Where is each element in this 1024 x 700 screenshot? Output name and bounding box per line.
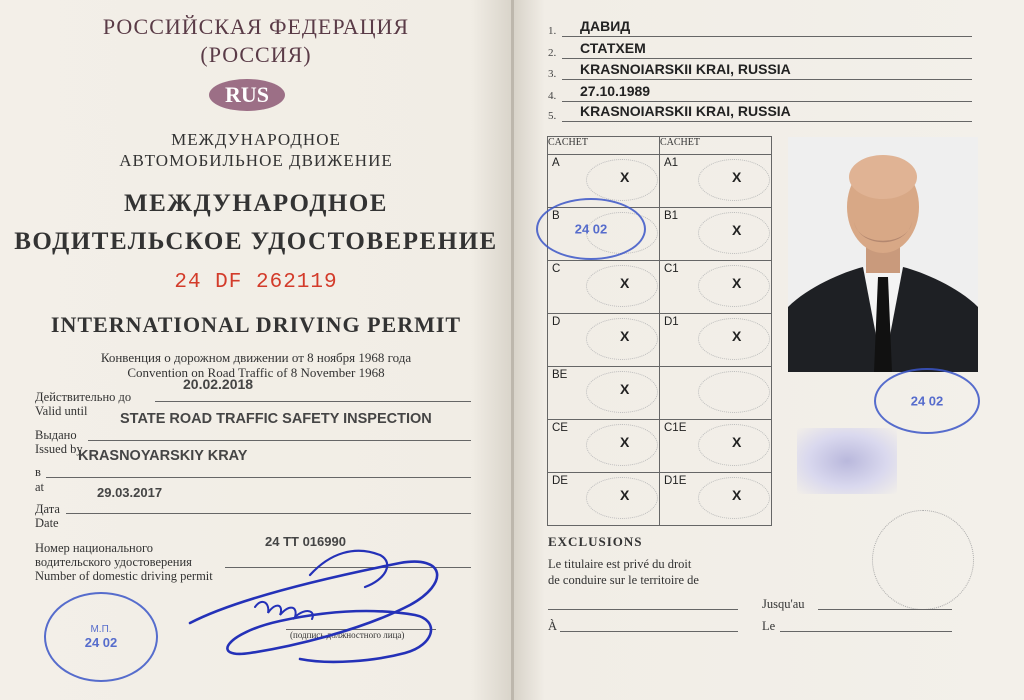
category-mark: X bbox=[620, 328, 630, 344]
category-mark: X bbox=[620, 169, 630, 185]
title-en: INTERNATIONAL DRIVING PERMIT bbox=[50, 312, 462, 337]
exclusions-line-2: de conduire sur le territoire de bbox=[548, 573, 699, 587]
category-mark: X bbox=[732, 169, 742, 185]
category-code: C1 bbox=[664, 263, 679, 275]
categories-table bbox=[547, 136, 772, 526]
country-name: РОССИЙСКАЯ ФЕДЕРАЦИЯ bbox=[102, 14, 410, 39]
valid-until-ru: Действительно до bbox=[35, 390, 132, 404]
date-en: Date bbox=[35, 516, 59, 530]
traffic-heading-1: МЕЖДУНАРОДНОЕ bbox=[171, 130, 341, 149]
category-cell bbox=[548, 314, 660, 367]
convention-en: Convention on Road Traffic of 8 November 1968 bbox=[127, 365, 385, 380]
field-value: KRASNOIARSKII KRAI, RUSSIA bbox=[580, 103, 791, 119]
official-signature bbox=[180, 535, 460, 680]
title-ru-2: ВОДИТЕЛЬСКОЕ УДОСТОВЕРЕНИЕ bbox=[14, 228, 498, 255]
issued-by-value: STATE ROAD TRAFFIC SAFETY INSPECTION bbox=[120, 411, 432, 427]
field-number: 2. bbox=[548, 47, 557, 59]
category-mark: X bbox=[732, 328, 742, 344]
stamp-number: 24 02 bbox=[84, 635, 118, 650]
stamp-number: 24 02 bbox=[910, 393, 944, 409]
field-number: 5. bbox=[548, 110, 557, 122]
convention-ru: Конвенция о дорожном движении от 8 ноября 1968 года bbox=[100, 350, 412, 365]
stamp-number: 24 02 bbox=[574, 221, 608, 237]
issued-by-line bbox=[88, 440, 471, 441]
exclusions-line-1: Le titulaire est privé du droit bbox=[548, 557, 692, 571]
category-b-stamp bbox=[536, 198, 646, 260]
category-mark: X bbox=[732, 222, 742, 238]
exclusions-title: EXCLUSIONS bbox=[548, 534, 643, 549]
category-code: C1E bbox=[664, 422, 687, 434]
category-code: D1E bbox=[664, 475, 687, 487]
category-code: BE bbox=[552, 369, 568, 381]
category-cell bbox=[660, 420, 772, 473]
category-code: DE bbox=[552, 475, 568, 487]
category-mark: X bbox=[732, 434, 742, 450]
stamp-mp: М.П. bbox=[90, 624, 112, 635]
category-mark: X bbox=[732, 487, 742, 503]
category-cell bbox=[660, 261, 772, 314]
category-cell bbox=[548, 420, 660, 473]
category-mark: X bbox=[620, 381, 630, 397]
issued-by-ru: Выдано bbox=[35, 428, 77, 442]
category-mark: X bbox=[620, 487, 630, 503]
date-line bbox=[66, 513, 471, 514]
until-line bbox=[818, 609, 952, 610]
field-number: 3. bbox=[548, 68, 557, 80]
field-value: KRASNOIARSKII KRAI, RUSSIA bbox=[580, 61, 791, 77]
field-line bbox=[562, 36, 972, 37]
signature-caption: (подпись должностного лица) bbox=[290, 630, 405, 640]
category-cell bbox=[548, 473, 660, 526]
at-ru: в bbox=[35, 465, 41, 479]
place-label: À bbox=[548, 619, 558, 633]
country-code-badge: RUS bbox=[209, 79, 285, 111]
category-code: D1 bbox=[664, 316, 679, 328]
category-cell bbox=[548, 261, 660, 314]
cachet-header: CACHET bbox=[660, 137, 772, 155]
field-number: 4. bbox=[548, 90, 557, 102]
category-code: A1 bbox=[664, 157, 679, 169]
domestic-permit-value: 24 TT 016990 bbox=[265, 534, 346, 549]
date-label: Le bbox=[762, 619, 776, 633]
category-mark: X bbox=[732, 275, 742, 291]
category-cell bbox=[660, 208, 772, 261]
holder-photo bbox=[788, 137, 978, 372]
category-code: B1 bbox=[664, 210, 679, 222]
category-cell bbox=[660, 155, 772, 208]
at-value: KRASNOYARSKIY KRAY bbox=[78, 448, 248, 464]
photo-stamp bbox=[874, 368, 980, 434]
valid-until-en: Valid until bbox=[35, 404, 88, 418]
category-code: CE bbox=[552, 422, 568, 434]
category-code: C bbox=[552, 263, 561, 275]
traffic-heading-2: АВТОМОБИЛЬНОЕ ДВИЖЕНИЕ bbox=[119, 151, 393, 170]
redacted-signature bbox=[797, 428, 897, 494]
category-cell bbox=[548, 367, 660, 420]
field-line bbox=[562, 101, 972, 102]
category-cell bbox=[660, 367, 772, 420]
right-date-line bbox=[780, 631, 952, 632]
category-cell bbox=[660, 314, 772, 367]
field-line bbox=[562, 79, 972, 80]
date-ru: Дата bbox=[35, 502, 60, 516]
place-line bbox=[560, 631, 738, 632]
country-name-short: (РОССИЯ) bbox=[200, 42, 312, 67]
valid-until-line bbox=[155, 401, 471, 402]
field-number: 1. bbox=[548, 25, 557, 37]
stamp-placeholder bbox=[872, 510, 974, 610]
domestic-ru-1: Номер национального bbox=[35, 541, 154, 555]
field-line bbox=[562, 58, 972, 59]
field-value: СТАТХЕМ bbox=[580, 40, 646, 56]
cachet-oval bbox=[698, 371, 770, 413]
cachet-header: CACHET bbox=[548, 137, 660, 155]
field-value: ДАВИД bbox=[580, 18, 631, 34]
category-code: D bbox=[552, 316, 561, 328]
category-cell bbox=[660, 473, 772, 526]
until-label: Jusqu'au bbox=[762, 597, 805, 611]
category-code: A bbox=[552, 157, 560, 169]
date-value: 29.03.2017 bbox=[97, 485, 163, 500]
title-ru-1: МЕЖДУНАРОДНОЕ bbox=[124, 190, 388, 217]
issued-by-en: Issued by bbox=[35, 442, 83, 456]
domestic-en: Number of domestic driving permit bbox=[35, 569, 213, 583]
field-line bbox=[562, 121, 972, 122]
official-stamp bbox=[44, 592, 158, 682]
field-value: 27.10.1989 bbox=[580, 83, 651, 99]
valid-until-value: 20.02.2018 bbox=[183, 376, 254, 392]
exclusions-country-line bbox=[548, 609, 738, 610]
at-en: at bbox=[35, 480, 45, 494]
category-mark: X bbox=[620, 434, 630, 450]
category-mark: X bbox=[620, 275, 630, 291]
at-line bbox=[46, 477, 471, 478]
domestic-ru-2: водительского удостоверения bbox=[35, 555, 192, 569]
category-code: B bbox=[552, 210, 560, 222]
permit-number: 24 DF 262119 bbox=[174, 271, 338, 294]
